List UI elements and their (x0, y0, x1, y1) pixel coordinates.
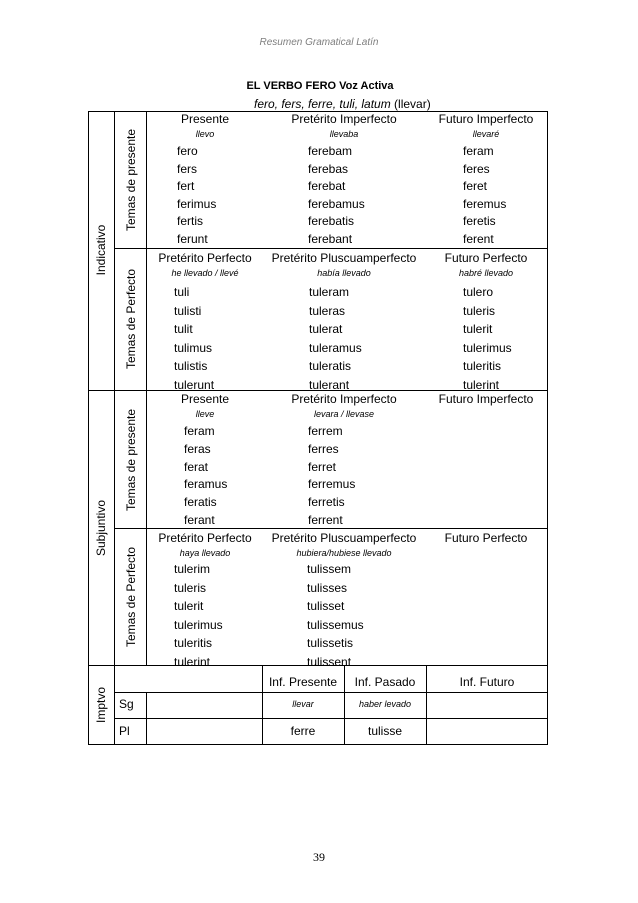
tense-heading: Futuro Perfecto (444, 251, 528, 265)
verb-form: ferret (308, 459, 337, 474)
tense-gloss: había llevado (317, 268, 371, 278)
tense-gloss: lleve (195, 409, 215, 419)
verb-form: tulero (463, 285, 494, 299)
sub-pres-col-imperfecto (264, 392, 424, 420)
imp-sg-inf-pasado: haber levado (358, 699, 412, 709)
sub-perf-forms-perfecto (174, 560, 223, 671)
ind-pres-col-presente (146, 112, 264, 140)
ind-perf-col-pluscuam (264, 251, 424, 279)
verb-form: feram (463, 144, 494, 158)
verb-form: tulerit (463, 322, 493, 336)
page-header: Resumen Gramatical Latín (259, 37, 379, 48)
verb-form: tulistis (174, 359, 208, 373)
verb-form: feres (463, 161, 490, 176)
verb-form: tulerint (463, 377, 500, 392)
verb-form: feremus (463, 196, 507, 211)
ind-perf-col-futuro (424, 251, 548, 279)
tense-gloss: habré llevado (458, 268, 514, 278)
verb-form: tuleris (463, 303, 496, 318)
tense-gloss: haya llevado (179, 548, 231, 558)
verb-form: tuleram (309, 285, 350, 299)
mood-label-indicativo: Indicativo (94, 224, 108, 276)
tense-heading: Pretérito Perfecto (158, 531, 252, 545)
verb-form: tulisti (174, 303, 202, 318)
verb-form: feretis (463, 214, 496, 228)
verb-form: tuleratis (309, 359, 352, 373)
rule-imp-sg (114, 692, 548, 693)
verb-form: ferrem (308, 424, 343, 438)
ind-perf-forms-pluscuam (309, 283, 362, 394)
tense-heading: Presente (180, 392, 230, 406)
verb-principal-parts (254, 97, 431, 111)
inf-pasado-header: Inf. Pasado (354, 675, 416, 689)
verb-form: ferat (184, 459, 209, 474)
sub-perf-col-perfecto (146, 531, 264, 559)
page-number: 39 (313, 850, 325, 864)
imp-pl-inf-pasado: tulisse (367, 724, 402, 738)
rule-mood-column (114, 111, 115, 745)
verb-form: tulit (174, 322, 193, 336)
verb-form: ferimus (177, 196, 217, 211)
stem-label-ind-perfecto: Temas de Perfecto (124, 268, 138, 370)
tense-heading: Pretérito Imperfecto (291, 392, 397, 406)
tense-heading: Futuro Imperfecto (438, 392, 534, 406)
mood-label-imperativo: Imptvo (94, 686, 108, 724)
verb-form: ferebatis (308, 214, 355, 228)
verb-form: ferebas (308, 161, 349, 176)
tense-heading: Pretérito Pluscuamperfecto (271, 531, 417, 545)
verb-form: tulerat (309, 322, 343, 336)
verb-form: tuleritis (174, 636, 213, 650)
ind-pres-forms-futuro (463, 143, 506, 248)
verb-form: feram (184, 424, 215, 438)
verb-form: ferebant (308, 231, 353, 246)
principal-parts-italic: fero, fers, ferre, tuli, latum (254, 97, 391, 111)
ind-pres-forms-imperfecto (308, 143, 365, 248)
verb-form: feras (184, 441, 211, 456)
verb-form: tulissemus (307, 617, 364, 632)
verb-form: tulerit (174, 599, 204, 613)
verb-form: fert (177, 179, 195, 193)
sub-pres-forms-presente (184, 423, 227, 530)
ind-perf-forms-futuro (463, 283, 512, 394)
verb-form: tulerant (309, 377, 350, 392)
tense-gloss: hubiera/hubiese llevado (296, 548, 392, 558)
rule-ind-stems (114, 248, 548, 249)
tense-heading: Pretérito Pluscuamperfecto (271, 251, 417, 265)
verb-form: fers (177, 161, 198, 176)
inf-presente-header: Inf. Presente (268, 675, 338, 689)
verb-form: ferent (463, 231, 494, 246)
imp-sg-inf-presente: llevar (292, 699, 314, 709)
imp-pl-label: Pl (119, 724, 130, 738)
verb-form: feratis (184, 495, 217, 510)
rule-imp-pl (114, 718, 548, 719)
sub-pres-col-presente (146, 392, 264, 420)
sub-perf-col-futuro (424, 531, 548, 545)
verb-form: ferremus (308, 477, 356, 492)
verb-form: tulisset (307, 599, 345, 613)
imp-pl-inf-presente: ferre (290, 724, 316, 738)
verb-form: feret (463, 179, 488, 193)
verb-form: tuleritis (463, 359, 502, 373)
verb-form: ferant (184, 512, 215, 527)
verb-form: tulerim (174, 562, 211, 576)
verb-form: tuleramus (309, 340, 362, 355)
verb-form: feramus (184, 477, 228, 492)
verb-form: tuli (174, 285, 190, 299)
stem-label-sub-presente: Temas de presente (124, 408, 138, 512)
ind-pres-col-imperfecto (264, 112, 424, 140)
ind-perf-col-perfecto (146, 251, 264, 279)
page-title: EL VERBO FERO Voz Activa (246, 80, 394, 92)
verb-form: tulissetis (307, 636, 354, 650)
tense-heading: Pretérito Perfecto (158, 251, 252, 265)
verb-form: ferrent (308, 512, 343, 527)
verb-form: ferretis (308, 495, 345, 510)
verb-form: tulerunt (174, 377, 215, 392)
stem-label-sub-perfecto: Temas de Perfecto (124, 546, 138, 648)
sub-perf-forms-pluscuam (307, 560, 364, 671)
tense-gloss: levara / llevase (313, 409, 375, 419)
verb-form: ferebamus (308, 196, 365, 211)
verb-form: tulissent (307, 654, 352, 669)
ind-perf-forms-perfecto (174, 283, 214, 394)
verb-form: ferres (308, 441, 339, 456)
tense-gloss: he llevado / llevé (171, 268, 239, 278)
verb-form: fero (177, 144, 198, 158)
stem-label-ind-presente: Temas de presente (124, 128, 138, 232)
rule-stem-column (146, 111, 147, 665)
tense-gloss: llevo (195, 129, 215, 139)
verb-form: tuleras (309, 303, 346, 318)
ind-pres-col-futuro (424, 112, 548, 140)
tense-gloss: llevaba (329, 129, 359, 139)
sub-pres-col-futuro (424, 392, 548, 406)
verb-form: tulissem (307, 562, 352, 576)
ind-pres-forms-presente (177, 143, 216, 248)
verb-form: tulerint (174, 654, 211, 669)
verb-form: tulerimus (174, 617, 223, 632)
sub-pres-forms-imperfecto (308, 423, 355, 530)
imp-sg-label: Sg (119, 697, 134, 711)
verb-form: fertis (177, 214, 204, 228)
verb-form: tulimus (174, 340, 213, 355)
verb-form: ferebat (308, 179, 346, 193)
verb-form: tulerimus (463, 340, 512, 355)
tense-gloss: llevaré (472, 129, 500, 139)
principal-parts-meaning: (llevar) (390, 97, 431, 111)
verb-form: tulisses (307, 580, 348, 595)
verb-form: tuleris (174, 580, 207, 595)
tense-heading: Presente (180, 112, 230, 126)
inf-futuro-header: Inf. Futuro (459, 675, 515, 689)
rule-imp-label (146, 692, 147, 745)
sub-perf-col-pluscuam (264, 531, 424, 559)
verb-form: ferunt (177, 231, 208, 246)
tense-heading: Futuro Perfecto (444, 531, 528, 545)
tense-heading: Pretérito Imperfecto (291, 112, 397, 126)
mood-label-subjuntivo: Subjuntivo (94, 499, 108, 557)
tense-heading: Futuro Imperfecto (438, 112, 534, 126)
verb-form: ferebam (308, 144, 353, 158)
